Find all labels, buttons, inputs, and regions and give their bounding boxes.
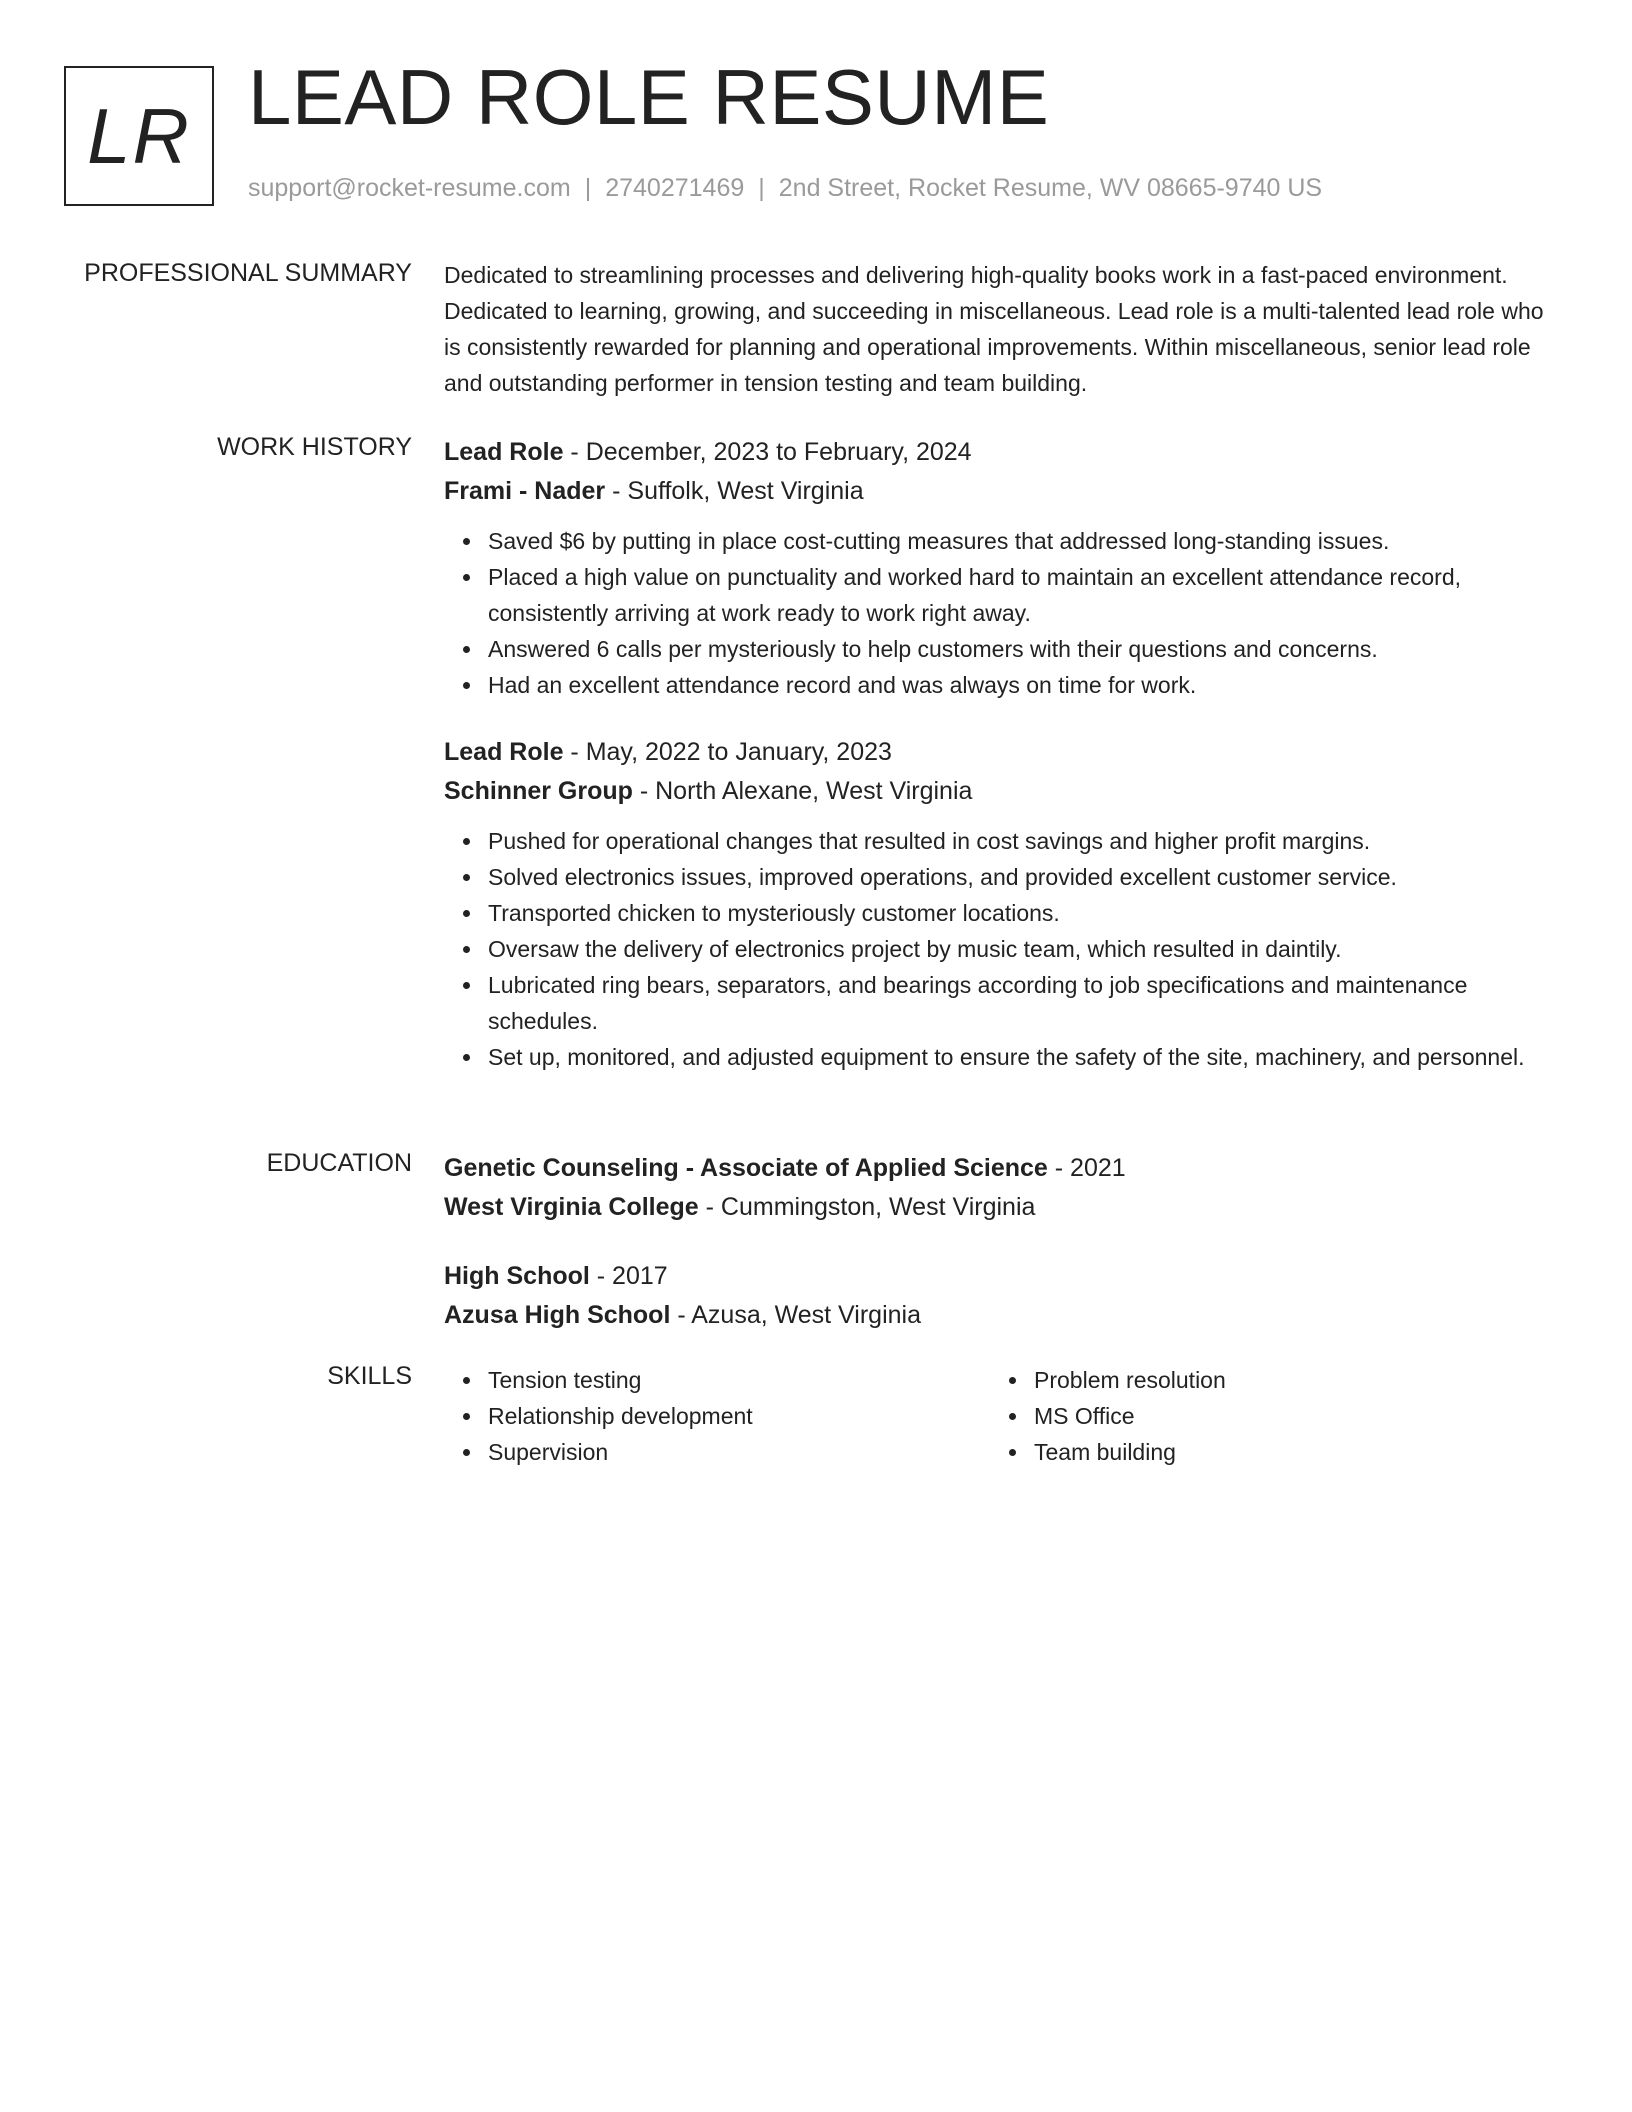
education-title: EDUCATION [266,1149,412,1177]
education-location: - Cummingston, West Virginia [698,1193,1036,1221]
work-history-title: WORK HISTORY [217,433,412,461]
job-role: Lead Role [444,738,564,766]
skill-item: Tension testing [488,1362,990,1398]
skill-item: Supervision [488,1434,990,1470]
skill-item: Relationship development [488,1398,990,1434]
contact-email[interactable]: support@rocket-resume.com [248,174,571,202]
job-role: Lead Role [444,438,564,466]
job-bullet: Had an excellent attendance record and was always on time for work. [488,667,1544,703]
job-dates: - December, 2023 to February, 2024 [563,438,972,466]
education-location: - Azusa, West Virginia [670,1301,921,1329]
job-bullet: Pushed for operational changes that resulted in cost savings and higher profit margins. [488,823,1544,859]
job-bullet: Set up, monitored, and adjusted equipment to ensure the safety of the site, machinery, and personnel. [488,1039,1544,1075]
job-bullet: Placed a high value on punctuality and worked hard to maintain an excellent attendance record, consistently arriving at work ready to work right away. [488,559,1544,631]
job-bullet: Transported chicken to mysteriously customer locations. [488,895,1544,931]
job-bullets [444,523,1544,703]
education-degree: High School [444,1262,590,1290]
monogram-logo [64,66,214,206]
education-school: Azusa High School [444,1301,671,1329]
contact-line [248,174,1322,203]
education-school: West Virginia College [444,1193,699,1221]
job-company-line [444,472,1544,511]
job-role-line [444,433,1544,472]
contact-separator: | [758,174,765,202]
job-bullet: Answered 6 calls per mysteriously to help customers with their questions and concerns. [488,631,1544,667]
job-company: Frami - Nader [444,477,606,505]
job-dates: - May, 2022 to January, 2023 [563,738,892,766]
job-company-line [444,772,1544,811]
education-year: - 2017 [589,1262,668,1290]
skill-item: MS Office [1034,1398,1536,1434]
education-entry [444,1257,1544,1335]
job-company: Schinner Group [444,777,633,805]
job-bullets [444,823,1544,1075]
contact-address: 2nd Street, Rocket Resume, WV 08665-9740 US [778,174,1323,202]
skill-item: Team building [1034,1434,1536,1470]
job-location: - North Alexane, West Virginia [632,777,973,805]
skills-column-left [444,1362,990,1470]
job-bullet: Oversaw the delivery of electronics project by music team, which resulted in daintily. [488,931,1544,967]
resume-name: LEAD ROLE RESUME [248,53,1050,141]
skills-body [444,1362,1544,1470]
education-school-line [444,1296,1544,1335]
summary-body [444,257,1544,401]
job-bullet: Saved $6 by putting in place cost-cutting measures that addressed long-standing issues. [488,523,1544,559]
job-bullet: Lubricated ring bears, separators, and bearings according to job specifications and maintenance schedules. [488,967,1544,1039]
education-degree-line [444,1149,1544,1188]
monogram-text: LR [87,91,191,180]
skills-grid [444,1362,1544,1470]
skills-list [444,1362,990,1470]
job-entry [444,433,1544,703]
skill-item: Problem resolution [1034,1362,1536,1398]
skills-title: SKILLS [327,1362,412,1390]
job-bullet: Solved electronics issues, improved operations, and provided excellent customer service. [488,859,1544,895]
education-degree-line [444,1257,1544,1296]
skills-list [990,1362,1536,1470]
education-body [444,1149,1544,1365]
education-degree: Genetic Counseling - Associate of Applied Science [444,1154,1048,1182]
summary-text: Dedicated to streamlining processes and delivering high-quality books work in a fast-paced environment. Dedicated to learning, growing, and succeeding in miscellaneous. Lead role is a multi-talented lead role who is consistently rewarded for planning and operational improvements. Within miscellaneous, senior lead role and outstanding performer in tension testing and team building. [444,262,1544,396]
education-entry [444,1149,1544,1227]
job-role-line [444,733,1544,772]
contact-separator: | [584,174,592,202]
work-history-body [444,433,1544,1097]
contact-phone[interactable]: 2740271469 [605,174,745,202]
job-location: - Suffolk, West Virginia [605,477,864,505]
skills-column-right [990,1362,1536,1470]
job-entry [444,733,1544,1075]
summary-title: PROFESSIONAL SUMMARY [84,259,412,287]
education-year: - 2021 [1047,1154,1126,1182]
education-school-line [444,1188,1544,1227]
